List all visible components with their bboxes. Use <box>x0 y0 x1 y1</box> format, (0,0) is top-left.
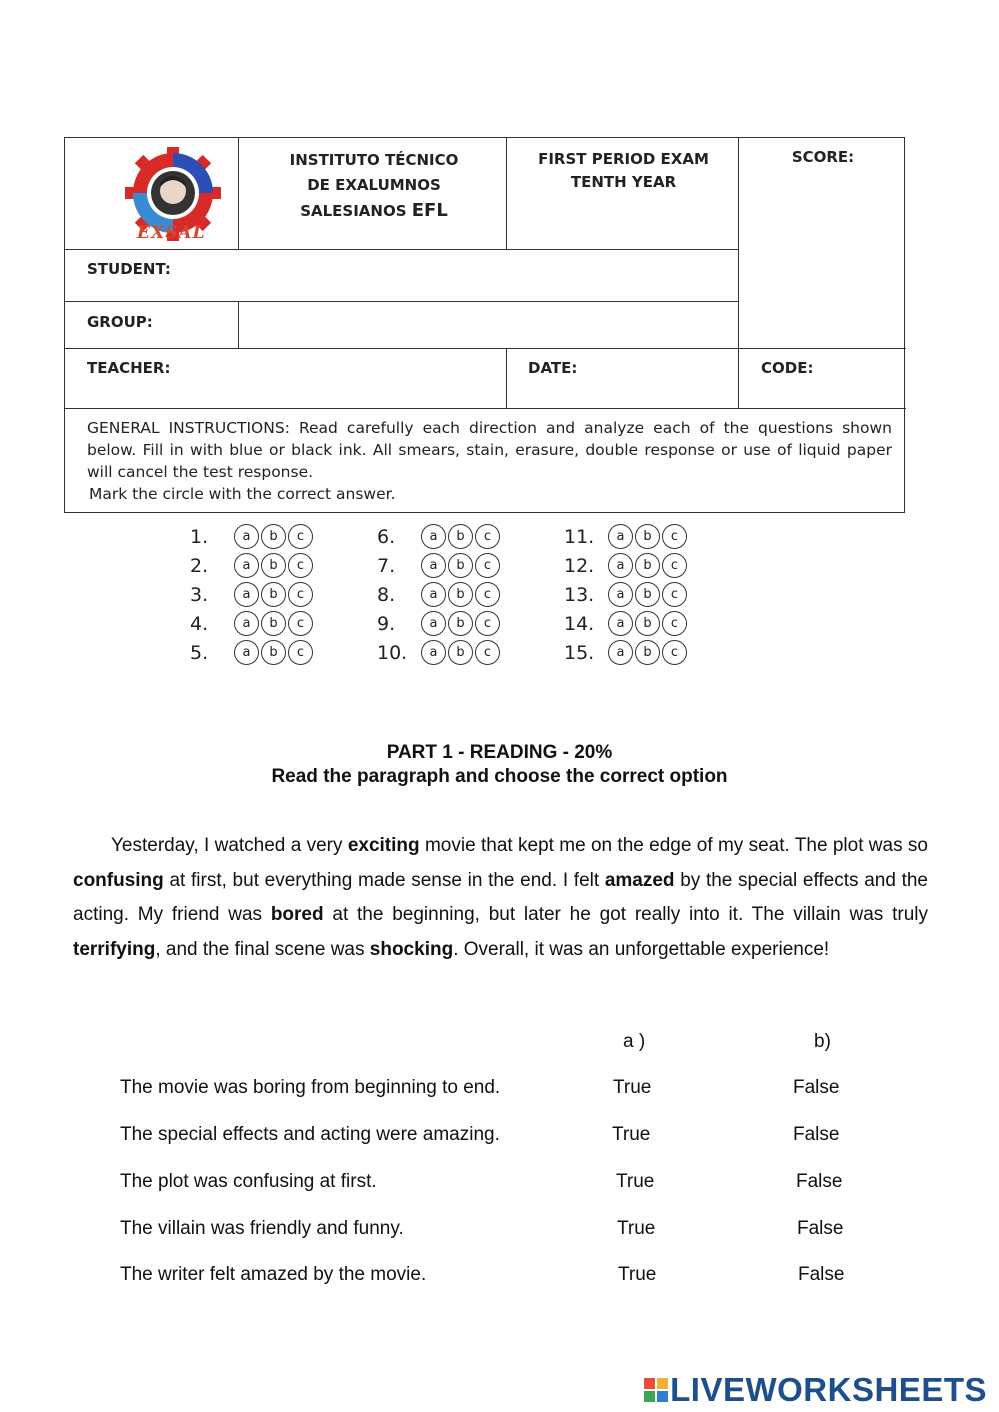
para-text: . Overall, it was an unforgettable experience! <box>453 938 830 960</box>
answer-bubble-c[interactable]: c <box>288 611 313 636</box>
answer-bubble-a[interactable]: a <box>608 553 633 578</box>
para-text: movie that kept me on the edge of my seat. The plot was so <box>419 835 928 856</box>
answer-row <box>377 638 502 667</box>
answer-number: 7. <box>377 554 396 577</box>
option-false[interactable]: False <box>796 1171 843 1192</box>
answer-bubble-a[interactable]: a <box>421 582 446 607</box>
answer-number: 6. <box>377 525 396 548</box>
statement: The plot was confusing at first. <box>120 1171 377 1192</box>
part-subtitle: Read the paragraph and choose the correct option <box>271 766 728 787</box>
answer-bubble-c[interactable]: c <box>662 640 687 665</box>
true-false-item <box>120 1171 880 1195</box>
true-false-item <box>120 1264 880 1288</box>
answer-bubble-b[interactable]: b <box>448 611 473 636</box>
para-bold-word: exciting <box>347 835 420 856</box>
answer-number: 2. <box>190 554 209 577</box>
answer-number: 4. <box>190 612 209 635</box>
answer-bubble-b[interactable]: b <box>261 524 286 549</box>
answer-bubble-a[interactable]: a <box>421 553 446 578</box>
answer-row <box>190 638 315 667</box>
para-bold-word: confusing <box>73 869 164 891</box>
option-true[interactable]: True <box>612 1124 651 1145</box>
statement: The villain was friendly and funny. <box>120 1218 404 1239</box>
answer-bubble-a[interactable]: a <box>234 611 259 636</box>
answer-bubble-c[interactable]: c <box>288 582 313 607</box>
liveworksheets-logo <box>644 1371 987 1409</box>
answer-bubble-b[interactable]: b <box>635 524 660 549</box>
answer-bubble-b[interactable]: b <box>261 611 286 636</box>
teacher-label: TEACHER: <box>87 359 171 377</box>
option-false[interactable]: False <box>793 1124 840 1145</box>
answer-bubble-b[interactable]: b <box>635 553 660 578</box>
answer-bubble-a[interactable]: a <box>234 582 259 607</box>
part-title: PART 1 - READING - 20% <box>386 742 613 763</box>
answer-bubble-b[interactable]: b <box>261 582 286 607</box>
answer-row <box>190 522 315 551</box>
answer-bubble-a[interactable]: a <box>608 524 633 549</box>
exam-header-table <box>64 137 905 513</box>
answer-row <box>377 609 502 638</box>
statement: The special effects and acting were amazing. <box>120 1124 500 1145</box>
para-bold-word: bored <box>270 904 324 926</box>
answer-bubble-a[interactable]: a <box>608 611 633 636</box>
para-bold-word: amazed <box>604 869 675 891</box>
logo-text: EXSAL <box>137 223 206 243</box>
exam-line-1: FIRST PERIOD EXAM <box>538 150 709 168</box>
answer-number: 15. <box>564 641 595 664</box>
answer-bubble-c[interactable]: c <box>288 640 313 665</box>
answer-bubble-a[interactable]: a <box>421 611 446 636</box>
liveworksheets-icon <box>644 1378 668 1402</box>
answer-row <box>564 609 689 638</box>
para-bold-word: terrifying <box>73 938 156 960</box>
statement: The writer felt amazed by the movie. <box>120 1264 427 1285</box>
answer-number: 12. <box>564 554 595 577</box>
answer-bubble-c[interactable]: c <box>662 582 687 607</box>
option-false[interactable]: False <box>798 1264 845 1285</box>
para-text: at the beginning, but later he got really into it. The villain was truly <box>323 904 928 926</box>
answer-row <box>564 522 689 551</box>
part-heading <box>0 741 999 789</box>
answer-number: 9. <box>377 612 396 635</box>
score-label: SCORE: <box>791 148 855 166</box>
school-line-1: INSTITUTO TÉCNICO <box>289 151 459 169</box>
school-line-3-text: SALESIANOS <box>300 202 407 220</box>
answer-bubble-c[interactable]: c <box>475 611 500 636</box>
answer-bubble-b[interactable]: b <box>261 640 286 665</box>
answer-row <box>564 638 689 667</box>
reading-paragraph <box>73 829 928 967</box>
school-name <box>240 148 508 224</box>
answer-bubble-c[interactable]: c <box>662 524 687 549</box>
answer-row <box>564 580 689 609</box>
answer-row <box>377 522 502 551</box>
answer-bubble-a[interactable]: a <box>234 553 259 578</box>
answer-bubble-b[interactable]: b <box>635 582 660 607</box>
answer-bubble-c[interactable]: c <box>475 582 500 607</box>
student-label: STUDENT: <box>87 260 171 278</box>
para-text: at first, but everything made sense in the end. I felt <box>163 869 605 891</box>
answer-number: 3. <box>190 583 209 606</box>
option-false[interactable]: False <box>793 1077 840 1098</box>
true-false-item <box>120 1124 880 1148</box>
answer-bubble-c[interactable]: c <box>475 640 500 665</box>
exam-line-2: TENTH YEAR <box>570 173 677 191</box>
para-text: by the special effects and the acting. My friend was <box>73 869 928 926</box>
school-efl: EFL <box>411 200 448 221</box>
para-text: Yesterday, I watched a very <box>111 835 348 856</box>
option-false[interactable]: False <box>797 1218 844 1239</box>
option-true[interactable]: True <box>616 1171 655 1192</box>
answer-bubble-c[interactable]: c <box>288 553 313 578</box>
para-bold-word: shocking <box>369 938 454 960</box>
code-label: CODE: <box>761 359 814 377</box>
option-true[interactable]: True <box>618 1264 657 1285</box>
date-label: DATE: <box>528 359 578 377</box>
answer-number: 14. <box>564 612 595 635</box>
answer-row <box>190 609 315 638</box>
answer-number: 5. <box>190 641 209 664</box>
answer-row <box>190 580 315 609</box>
general-instructions <box>87 417 892 505</box>
answer-bubble-a[interactable]: a <box>234 640 259 665</box>
instructions-text: GENERAL INSTRUCTIONS: Read carefully each direction and analyze each of the questions shown below. Fill in with blue or black ink. All smears, stain, erasure, double response or use of liquid paper will cancel the test response. <box>87 419 892 481</box>
answer-row <box>377 580 502 609</box>
answer-bubble-a[interactable]: a <box>234 524 259 549</box>
answer-bubble-b[interactable]: b <box>448 640 473 665</box>
answer-bubble-b[interactable]: b <box>635 611 660 636</box>
column-b-header: b) <box>814 1031 831 1052</box>
true-false-item <box>120 1077 880 1101</box>
answer-bubble-b[interactable]: b <box>448 553 473 578</box>
true-false-item <box>120 1218 880 1242</box>
para-text: , and the final scene was <box>155 938 370 960</box>
answer-row <box>190 551 315 580</box>
answer-bubble-a[interactable]: a <box>608 582 633 607</box>
option-true[interactable]: True <box>613 1077 652 1098</box>
answer-bubble-b[interactable]: b <box>635 640 660 665</box>
answer-row <box>564 551 689 580</box>
column-a-header: a ) <box>623 1031 646 1052</box>
answer-number: 10. <box>377 641 408 664</box>
liveworksheets-brand: LIVEWORKSHEETS <box>670 1371 987 1408</box>
answer-number: 1. <box>190 525 209 548</box>
option-true[interactable]: True <box>617 1218 656 1239</box>
group-label: GROUP: <box>87 313 153 331</box>
school-line-3 <box>240 198 508 224</box>
answer-bubble-c[interactable]: c <box>288 524 313 549</box>
answer-row <box>377 551 502 580</box>
answer-bubble-c[interactable]: c <box>662 553 687 578</box>
answer-bubble-b[interactable]: b <box>261 553 286 578</box>
instructions-mark: Mark the circle with the correct answer. <box>89 485 396 503</box>
answer-bubble-b[interactable]: b <box>448 524 473 549</box>
answer-bubble-c[interactable]: c <box>475 553 500 578</box>
school-logo <box>121 147 225 243</box>
answer-bubble-a[interactable]: a <box>421 524 446 549</box>
answer-bubble-b[interactable]: b <box>448 582 473 607</box>
exam-title <box>507 148 740 194</box>
answer-bubble-c[interactable]: c <box>662 611 687 636</box>
statement: The movie was boring from beginning to end. <box>120 1077 501 1098</box>
school-line-2: DE EXALUMNOS <box>307 176 441 194</box>
answer-number: 11. <box>564 525 595 548</box>
answer-number: 8. <box>377 583 396 606</box>
answer-bubble-c[interactable]: c <box>475 524 500 549</box>
answer-number: 13. <box>564 583 595 606</box>
answer-bubble-a[interactable]: a <box>608 640 633 665</box>
answer-bubble-a[interactable]: a <box>421 640 446 665</box>
